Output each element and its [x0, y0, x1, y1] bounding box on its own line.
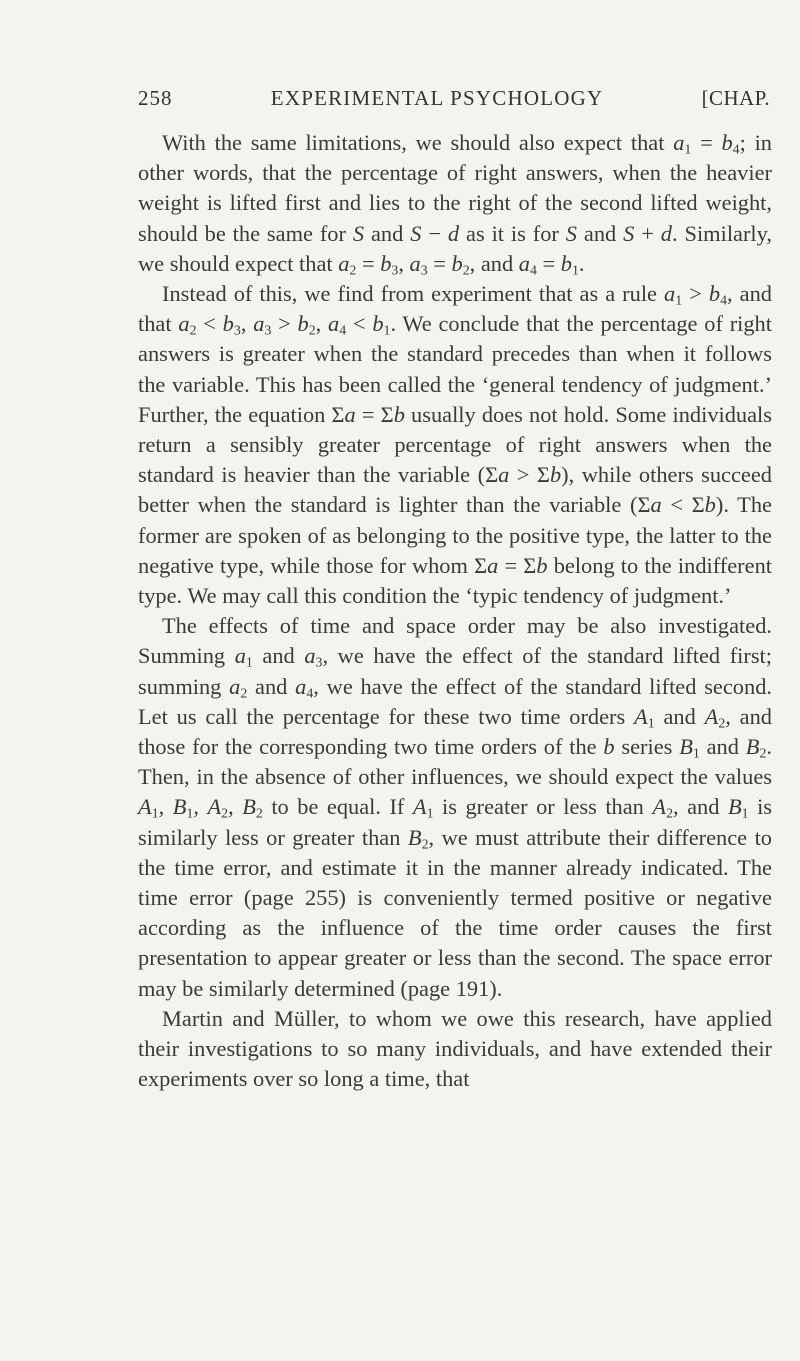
paragraph: Martin and Müller, to whom we owe this research, have applied their investigations to so many individuals, and have extended their experiments over so long a time, that — [138, 1005, 772, 1092]
page-number: 258 — [138, 86, 173, 110]
running-header — [138, 86, 770, 111]
body-text — [138, 128, 772, 1095]
chapter-label: [CHAP. — [701, 86, 770, 110]
running-title: EXPERIMENTAL PSYCHOLOGY — [270, 86, 604, 110]
paragraph: The effects of time and space order may be also investigated. Summing $a_1$ and $a_3$, we have the effect of the standard lifted first; summing $a_2$ and $a_4$, we have the effect of the standard lifted second. Let us call the percentage for these two time orders $A_1$ and $A_2$, and those for the corresponding two time orders of the b series $B_1$ and $B_2$. Then, in the absence of other influences, we should expect the values $A_1$, $B_1$, $A_2$, $B_2$ to be equal. If $A_1$ is greater or less than $A_2$, and $B_1$ is similarly less or greater than $B_2$, we must attribute their difference to the time error, and estimate it in the manner already indicated. The time error (page 255) is conveniently termed positive or negative according as the influence of the time order causes the first presentation to appear greater or less than the second. The space error may be similarly determined (page 191). — [138, 613, 773, 1001]
paragraph: Instead of this, we find from experiment that as a rule $a_1 > b_4$, and that $a_2 < b_3$, $a_3 > b_2$, $a_4 < b_1$. We conclude that the percentage of right answers is greater when the standard precedes than when it follows the variable. This has been called the ‘general tendency of judgment.’ Further, the equation Σa = Σb usually does not hold. Some individuals return a sensibly greater percentage of right answers when the standard is heavier than the variable (Σa > Σb), while others succeed better when the standard is lighter than the variable (Σa < Σb). The former are spoken of as belonging to the positive type, the latter to the negative type, while those for whom Σa = Σb belong to the indifferent type. We may call this condition the ‘typic tendency of judgment.’ — [138, 281, 772, 609]
paragraph: With the same limitations, we should also expect that $a_1 = b_4$; in other words, that the percentage of right answers, when the heavier weight is lifted first and lies to the right of the second lifted weight, should be the same for S and S − d as it is for S and S + d. Similarly, we should expect that $a_2 = b_3$, $a_3 = b_2$, and $a_4 = b_1$. — [138, 130, 772, 279]
